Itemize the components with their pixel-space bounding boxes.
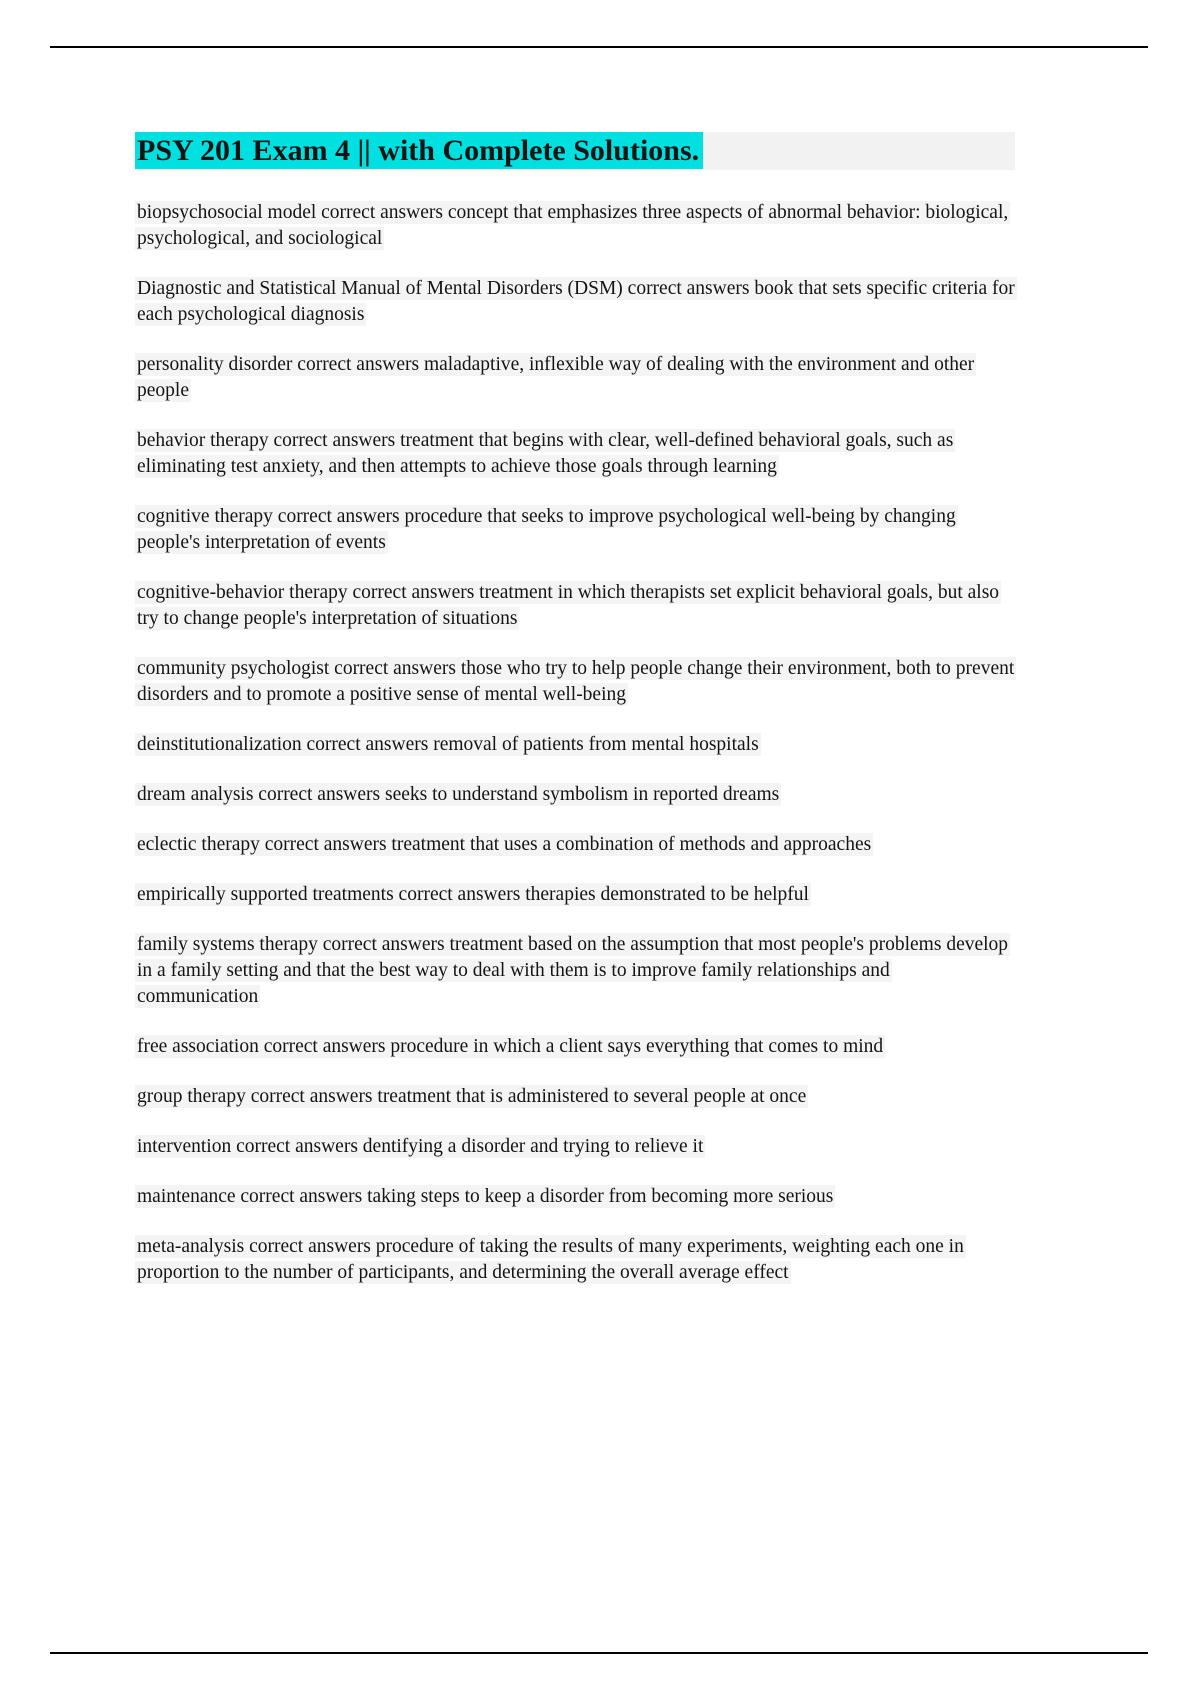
term-definition-text: family systems therapy correct answers treatment based on the assumption that most people's problems develop in a family setting and that the best way to deal with them is to improve family relationships and communication <box>137 934 1009 1007</box>
term-definition-paragraph <box>135 352 1015 404</box>
term-definition-paragraph <box>135 1084 1015 1110</box>
term-definition-paragraph <box>135 782 1015 808</box>
term-definition-paragraph <box>135 882 1015 908</box>
term-definition-paragraph <box>135 200 1015 252</box>
term-definition-text: personality disorder correct answers maladaptive, inflexible way of dealing with the environment and other people <box>137 354 975 401</box>
term-definition-text: community psychologist correct answers those who try to help people change their environment, both to prevent disorders and to promote a positive sense of mental well-being <box>137 658 1015 705</box>
term-definition-text: Diagnostic and Statistical Manual of Mental Disorders (DSM) correct answers book that sets specific criteria for each psychological diagnosis <box>137 278 1015 325</box>
term-definition-paragraph <box>135 832 1015 858</box>
term-definition-paragraph <box>135 276 1015 328</box>
term-definition-text: empirically supported treatments correct answers therapies demonstrated to be helpful <box>137 884 809 905</box>
term-definition-paragraph <box>135 932 1015 1010</box>
term-definition-text: eclectic therapy correct answers treatment that uses a combination of methods and approaches <box>137 834 872 855</box>
term-definition-text: intervention correct answers dentifying a disorder and trying to relieve it <box>137 1136 704 1157</box>
page-title <box>135 132 1015 170</box>
term-definition-text: meta-analysis correct answers procedure of taking the results of many experiments, weighting each one in proportion to the number of participants, and determining the overall average effect <box>137 1236 964 1283</box>
term-definition-text: maintenance correct answers taking steps to keep a disorder from becoming more serious <box>137 1186 834 1207</box>
term-definition-text: free association correct answers procedure in which a client says everything that comes to mind <box>137 1036 884 1057</box>
term-definition-text: behavior therapy correct answers treatment that begins with clear, well-defined behavioral goals, such as eliminating test anxiety, and then attempts to achieve those goals through learning <box>137 430 954 477</box>
term-definition-paragraph <box>135 1184 1015 1210</box>
term-definition-paragraph <box>135 428 1015 480</box>
term-definition-text: cognitive therapy correct answers procedure that seeks to improve psychological well-being by changing people's interpretation of events <box>137 506 956 553</box>
document-body <box>135 200 1015 1286</box>
term-definition-paragraph <box>135 656 1015 708</box>
page-title-highlight: PSY 201 Exam 4 || with Complete Solutions. <box>135 132 703 169</box>
term-definition-paragraph <box>135 580 1015 632</box>
term-definition-text: cognitive-behavior therapy correct answers treatment in which therapists set explicit behavioral goals, but also try to change people's interpretation of situations <box>137 582 1000 629</box>
term-definition-paragraph <box>135 1034 1015 1060</box>
page-top-rule <box>50 46 1148 48</box>
page-bottom-rule <box>50 1652 1148 1654</box>
term-definition-paragraph <box>135 732 1015 758</box>
term-definition-text: deinstitutionalization correct answers removal of patients from mental hospitals <box>137 734 759 755</box>
document-page <box>135 132 1015 1310</box>
term-definition-text: biopsychosocial model correct answers concept that emphasizes three aspects of abnormal behavior: biological, psychological, and sociological <box>137 202 1009 249</box>
term-definition-paragraph <box>135 504 1015 556</box>
term-definition-text: dream analysis correct answers seeks to understand symbolism in reported dreams <box>137 784 780 805</box>
term-definition-text: group therapy correct answers treatment that is administered to several people at once <box>137 1086 807 1107</box>
term-definition-paragraph <box>135 1134 1015 1160</box>
term-definition-paragraph <box>135 1234 1015 1286</box>
